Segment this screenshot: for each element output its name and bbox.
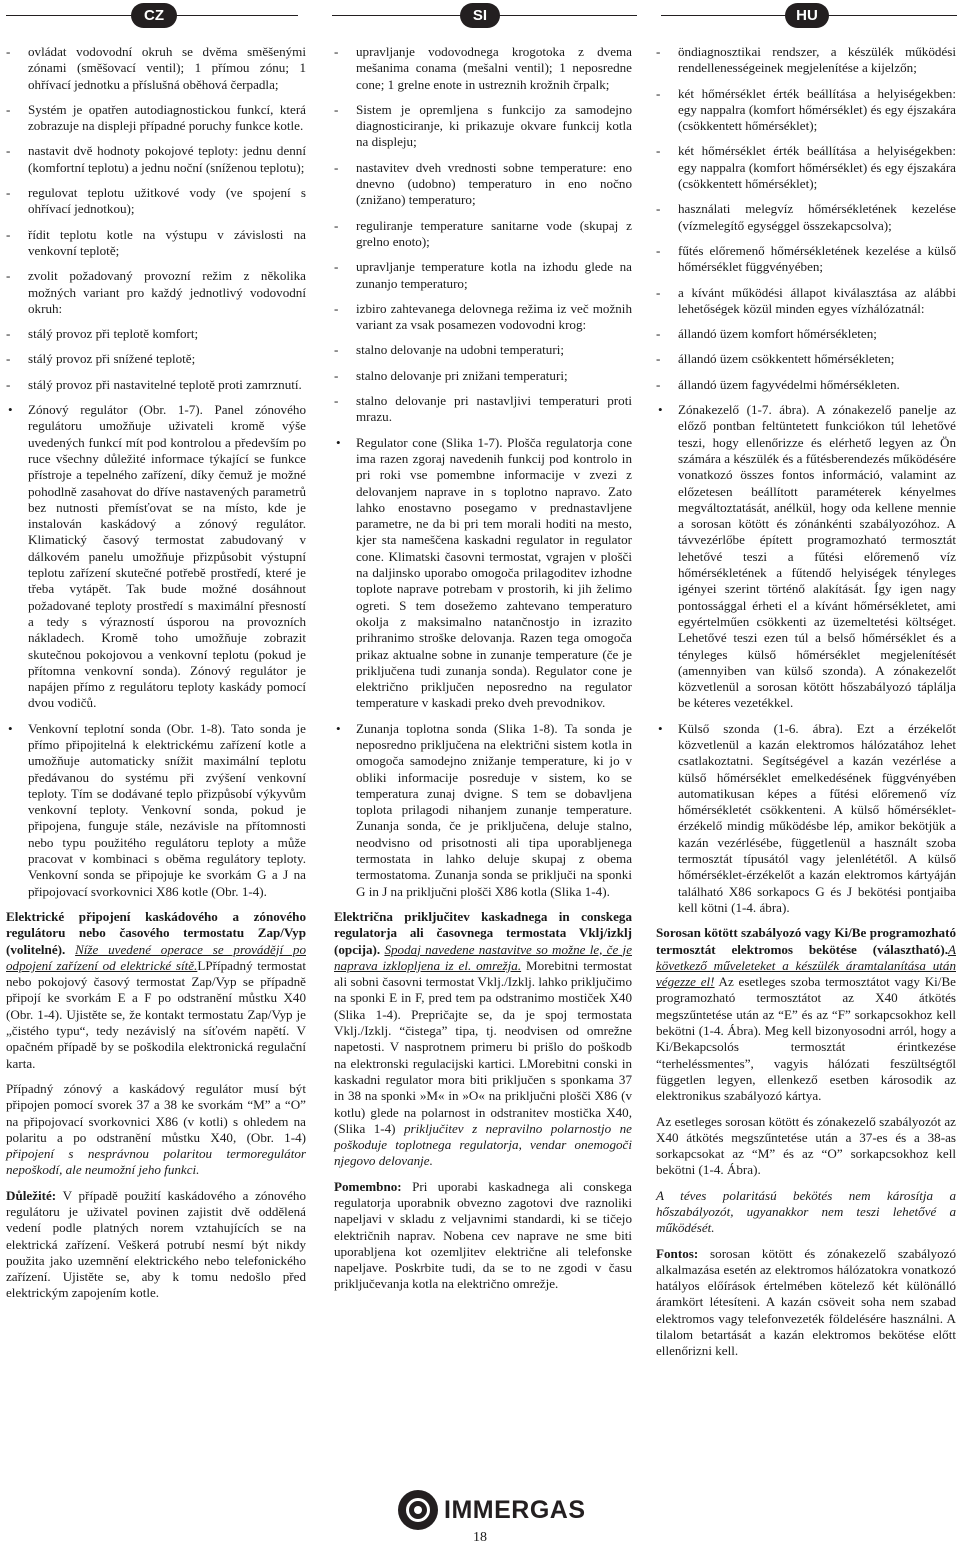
- paragraph: [6, 1081, 306, 1179]
- section-heading: Sorosan kötött szabályozó vagy Ki/Be programozható termosztát elektromos bekötése (választható).: [656, 925, 956, 957]
- language-badge-cz: CZ: [131, 3, 177, 28]
- bullet-item: • Zónakezelő (1-7. ábra). A zónakezelő panelje az előző pontban feltüntetett funkciókon túl lehetővé teszi, hogy ellenőrizze és elérhető legyen az Ön számára a készülék és a fűtésberendezés működésére vonatkozó összes fontos információ, valamint az előzetesen beállított paraméterek kényelmes megváltoztatását, anélkül, hogy oda kellene mennie a sorosan kötött és zónánkénti szabályozóhoz. A távvezérlőbe épített programozható termosztát lehetővé teszi a fűtési előremenő víz hőmérsékletének a fűtendő helyiségek tényleges igényei szerint történő alakítását. Így igen nagy pontossággal érheti el a kívánt hőmérsékletet, ami egyértelműen csökkenti az üzemeltetési költséget. Lehetővé teszi ezen túl a belső hőmérséklet és a tényleges külső hőmérséklet megjelenítését (amennyiben van külső szonda). A zónakezelőt közvetlenül a sorosan kötött hőszabályozó táplálja be kéteres vezetékkel.: [656, 402, 956, 712]
- warning-text: Níže uvedené operace se provádějí po odpojení zařízení od elektrické sítě.: [6, 941, 306, 973]
- note-text: priključitev z nepravilno polarnostjo ne poškoduje toplotnega regulatorja, vendar onemogoči njegovo delovanje.: [334, 1120, 632, 1169]
- list-item: - nastavitev dveh vrednosti sobne temperature: eno dnevno (udobno) temperaturo in eno nočno (znižano) temperaturo;: [334, 160, 632, 209]
- paragraph-text: sorosan kötött és zónakezelő szabályozó alkalmazása esetén az elektromos hálózatokra vonatkozó hatályos előírások értelmében kötelező két különálló áramkört létesíteni. A kazán csöveit soha nem szabad elektromos vagy telefonvezeték földelésére használni. A tilalom betartását a kazán elektromos bekötése előtt ellenőrizni kell.: [656, 1245, 956, 1359]
- logo-icon: [398, 1490, 438, 1530]
- list-item: - fűtés előremenő hőmérsékletének kezelése a külső hőmérséklet függvényében;: [656, 243, 956, 276]
- list-item: - két hőmérséklet érték beállítása a helyiségekben: egy nappalra (komfort hőmérséklet) és egy éjszakára (csökkentett hőmérséklet);: [656, 86, 956, 135]
- paragraph-text: LPřípadný termostat nebo pokojový časový termostat Zap/Vyp se případně připojí ke svorkám E a F po odstranění můstku X40 (Obr. 1-4). Ujistěte se, že kontakt termostatu Zap/Vyp je „čistého typu“, tedy nezávislý na síťovém napětí. V opačném případě by se poškodila elektronická regulační karta.: [6, 957, 307, 1071]
- label-important: Důležité:: [6, 1187, 57, 1203]
- list-item: - két hőmérséklet érték beállítása a helyiségekben: egy nappalra (komfort hőmérséklet) és egy éjszakára (csökkentett hőmérséklet);: [656, 143, 956, 192]
- paragraph: [334, 1179, 632, 1293]
- list-item: - állandó üzem fagyvédelmi hőmérsékleten.: [656, 377, 956, 393]
- list-item: - ovládat vodovodní okruh se dvěma směšenými zónami (směšovací ventil); 1 přímou zónu; 1 ohřívací jednotku a příslušná oběhová čerpadla;: [6, 44, 306, 93]
- bullet-item: • Zónový regulátor (Obr. 1-7). Panel zónového regulátoru umožňuje uživateli kromě výše uvedených funkcí mít pod kontrolou a především po ruce všechny důležité informace týkající se funkce přístroje a tepelného zařízení, díky čemuž je možné pohodlně zasahovat do dříve nastavených parametrů bez nutnosti přemísťovat se na místo, kde je instalován kaskádový a zónový regulátor. Klimatický časový termostat zabudovaný v dálkovém panelu umožňuje přizpůsobit výstupní teplotu zařízení skutečné potřebě prostředí, které je třeba vytápět. Tak bude možné dosáhnout požadované teploty prostředí s maximální přesností a tedy s výrazností úsporou na provozních nákladech. Kromě toho umožňuje zobrazit skutečnou pokojovou a venkovní teplotu (pokud je přítomna venkovní sonda). Zónový regulátor je napájen přímo z regulátoru teploty kaskády pomocí dvou vodičů.: [6, 402, 306, 712]
- bullet-item: • Zunanja toplotna sonda (Slika 1-8). Ta sonda je neposredno priključena na električni sistem kotla in omogoča samodejno znižanje temperature, ki jo v obliki informacije posreduje v sistem, ko se temperatura zunaj dvigne. S tem se dobavljena toplota prilagodi nihanjem zunanje temperature. Zunanja sonda, če je priključena, deluje stalno, neodvisno od prisotnosti ali tipa uporabljenega termostata in lahko deluje skupaj z obema termostatoma. Zunanja sonda se priključi na sponki G in J na priključni plošči X86 kotla (Slika 1-4).: [334, 721, 632, 900]
- note-text: připojení s nesprávnou polaritou termoregulátor nepoškodí, ale neumožní jeho funkci.: [6, 1146, 306, 1178]
- list-item: - regulovat teplotu užitkové vody (ve spojení s ohřívací jednotkou);: [6, 185, 306, 218]
- paragraph-text: Případný zónový a kaskádový regulátor musí být připojen pomocí svorek 37 a 38 ke svorkám “M” a “O” na připojovací svorkovnici X86 (v kotli) s ohledem na polaritu a po odstranění můstku X40, (Obr. 1-4): [6, 1080, 306, 1145]
- label-important: Fontos:: [656, 1245, 699, 1261]
- paragraph: [656, 925, 956, 1104]
- bullet-item: • Regulator cone (Slika 1-7). Plošča regulatorja cone ima razen zgoraj navedenih funkcij pod kontrolo in pri roki vse pomembne informacije v zvezi z delovanjem naprave in s toplotno napravo. Zato lahko enostavno posegamo v prednastavljene parametre, ne da bi pri tem morali hoditi na mesto, kjer sta nameščena kaskadni regulator in regulator cone. Klimatski časovni termostat, vgrajen v plošči na daljinsko uporabo omogoča prilagoditev izhodne toplote naprave potrebam v prostorih, ki jih želimo ogreti. S tem dosežemo zahtevano temperaturo okolja z maksimalno natančnostjo in izrazito prihranimo stroške delovanja. Razen tega omogoča prikaz aktualne sobne in zunanje temperature (če je priključena tudi zunanja sonda). Regulator cone je električno priključen neposredno na regulator temperature v kaskadi preko dveh prevodnikov.: [334, 435, 632, 712]
- list-item: - használati melegvíz hőmérsékletének kezelése (vízmelegítő egységgel összekapcsolva);: [656, 201, 956, 234]
- list-item: - Systém je opatřen autodiagnostickou funkcí, která zobrazuje na displeji případné poruchy funkce kotle.: [6, 102, 306, 135]
- column-si: [334, 44, 632, 1302]
- paragraph: Az esetleges sorosan kötött és zónakezelő szabályozót az X40 átkötés megszűntetése után a 37-es és a 38-as sorkapcsokat az “M” és az “O” sorkapcsokhoz kell bekötni (1-4. Ábra).: [656, 1113, 956, 1178]
- section-heading: Elektrické připojení kaskádového a zónového regulátoru nebo časového termostatu Zap/Vyp (volitelné).: [6, 908, 306, 957]
- page-number: 18: [473, 1530, 487, 1545]
- list-item: - állandó üzem komfort hőmérsékleten;: [656, 326, 956, 342]
- section-heading: Električna priključitev kaskadnega in conskega regulatorja ali časovnega termostata Vklj/izklj (opcija).: [334, 908, 632, 957]
- warning-text: A következő műveleteket a készülék áramtalanítása után végezze el!: [656, 941, 956, 990]
- list-item: - stalno delovanje na udobni temperaturi;: [334, 342, 632, 358]
- list-item: - stálý provoz při nastavitelné teplotě proti zamrznutí.: [6, 377, 306, 393]
- paragraph-text: Pri uporabi kaskadnega ali conskega regulatorja uporabnik obvezno zagotovi dve raznoliki napeljavi v skladu z veljavnimi standardi, ki se tičejo električnih naprav. Nobena cev naprave ne sme biti uporabljena kot ozemljitev električne ali telefonske napeljave. Poskrbite tudi, da se to ne zgodi v času priključevanja kotla na električno omrežje.: [334, 1178, 632, 1292]
- paragraph: [6, 909, 306, 1072]
- list-item: - upravljanje temperature kotla na izhodu glede na zunanjo temperaturo;: [334, 259, 632, 292]
- bullet-item: • Külső szonda (1-6. ábra). Ezt a érzékelőt közvetlenül a kazán elektromos hálózatához lehet csatlakoztatni. Segítségével a kazán vezérlése a külső hőmérséklet emelkedésének függvényében automatikusan képes a fűtési előremenő víz hőmérsékletét csökkenteni. A külső hőmérséklet-érzékelő mindig működésbe lép, amikor bekötjük a kazán vezérlésébe, függetlenül a használt szoba termosztát típusától vagy jelenlététől. A külső hőmérséklet-érzékelőt a kazán elektromos kártyáján található X86 sorkapocs G és J bekötési pontjaiba kell kötni (1-4. ábra).: [656, 721, 956, 917]
- brand-logo: [398, 1485, 586, 1535]
- paragraph: [334, 909, 632, 1170]
- paragraph-text: Morebitni termostat ali sobni časovni termostat Vklj./Izklj. lahko priključimo na sponki E in F, pred tem pa odstranimo mostiček X40 (Slika 1-4). Prepričajte se, da je spoj termostata Vklj./Izklj. “čistega” tipa, tj. neodvisen od omrežne napetosti. V nasprotnem primeru bi prišlo do poškodb na elektronski regulacijski kartici. LMorebitni conski in kaskadni regulator mora biti priključen s sponkama 37 in 38 na sponki »M« in »O« na priključni plošči X86 (v kotlu) glede na polarnost in odstranitev mostička X40, (Slika 1-4): [334, 957, 632, 1136]
- list-item: - nastavit dvě hodnoty pokojové teploty: jednu denní (komfortní teplotu) a jednu noční (sníženou teplotu);: [6, 143, 306, 176]
- column-hu: [656, 44, 956, 1369]
- brand-name: IMMERGAS: [444, 1495, 586, 1524]
- language-badge-hu: HU: [785, 3, 829, 28]
- list-item: - stalno delovanje pri nastavljivi temperaturi proti mrazu.: [334, 393, 632, 426]
- column-cz: [6, 44, 306, 1311]
- list-item: - izbiro zahtevanega delovnega režima iz več možnih variant za vsak posamezen vodovodni krog:: [334, 301, 632, 334]
- language-badge-si: SI: [460, 3, 500, 28]
- label-important: Pomembno:: [334, 1178, 402, 1194]
- list-item: - řídit teplotu kotle na výstupu v závislosti na venkovní teplotě;: [6, 227, 306, 260]
- paragraph: [656, 1246, 956, 1360]
- paragraph-text: V případě použití kaskádového a zónového regulátoru je uživatel povinen zajistit dvě oddělená vedení podle platných norem vztahujících se na elektrická zařízení. Veškerá potrubí nesmí být nikdy použita jako uzemnění elektrického nebo telefonického zařízení. Ujistěte se, aby k tomu nedošlo před elektrickým zapojením kotle.: [6, 1187, 306, 1301]
- list-item: - stalno delovanje pri znižani temperaturi;: [334, 368, 632, 384]
- note-text: A téves polaritású bekötés nem károsítja a hőszabályozót, ugyanakkor nem teszi lehetővé a működését.: [656, 1187, 956, 1236]
- list-item: - a kívánt működési állapot kiválasztása az alábbi lehetőségek közül minden egyes vízhálózatnál:: [656, 285, 956, 318]
- list-item: - stálý provoz při snížené teplotě;: [6, 351, 306, 367]
- list-item: - zvolit požadovaný provozní režim z několika možných variant pro každý jednotlivý vodovodní okruh:: [6, 268, 306, 317]
- bullet-item: • Venkovní teplotní sonda (Obr. 1-8). Tato sonda je přímo připojitelná k elektrickému zařízení kotle a umožňuje automaticky snížit maximální teplotu předávanou do systému při zvýšení venkovní teploty. Tím se dodávané teplo přizpůsobí výkyvům venkovní teploty. Venkovní sonda, pokud je připojena, funguje stále, nezávisle na přítomnosti nebo typu použitého regulátoru teploty a může pracovat v kombinaci s oběma regulátory teploty. Venkovní sonda se připojuje ke svorkám G a J na připojovací svorkovnici X86 kotle (Obr. 1-4).: [6, 721, 306, 900]
- list-item: - upravljanje vodovodnega krogotoka z dvema mešanima conama (mešalni ventil); 1 neposredne cone; 1 grelne enote in ustreznih krožnih črpalk;: [334, 44, 632, 93]
- list-item: - reguliranje temperature sanitarne vode (skupaj z grelno enoto);: [334, 218, 632, 251]
- paragraph-text: Az esetleges szoba termosztátot vagy Ki/Be programozható termosztátot az X40 átkötés megszűntetése után az “E” és az “F” sorkapcsokhoz kell bekötni (1-4. Ábra). Meg kell bizonyosodni arról, hogy a Ki/Bekapcsolós termosztát érintkezése “terheléssmentes”, vagyis hálózati feszültségtől független legyen, ellenkező esetben károsodik az elektronikus szabályozó kártya.: [656, 974, 956, 1104]
- paragraph: [6, 1188, 306, 1302]
- list-item: - Sistem je opremljena s funkcijo za samodejno diagnosticiranje, ki prikazuje okvare funkcij kotla na displeju;: [334, 102, 632, 151]
- list-item: - állandó üzem csökkentett hőmérsékleten;: [656, 351, 956, 367]
- list-item: - stálý provoz při teplotě komfort;: [6, 326, 306, 342]
- list-item: - öndiagnosztikai rendszer, a készülék működési rendellenességeinek megjelenítése a kijelzőn;: [656, 44, 956, 77]
- warning-text: Spodaj navedene nastavitve so možne le, če je naprava izklopljena iz el. omrežja.: [334, 941, 633, 973]
